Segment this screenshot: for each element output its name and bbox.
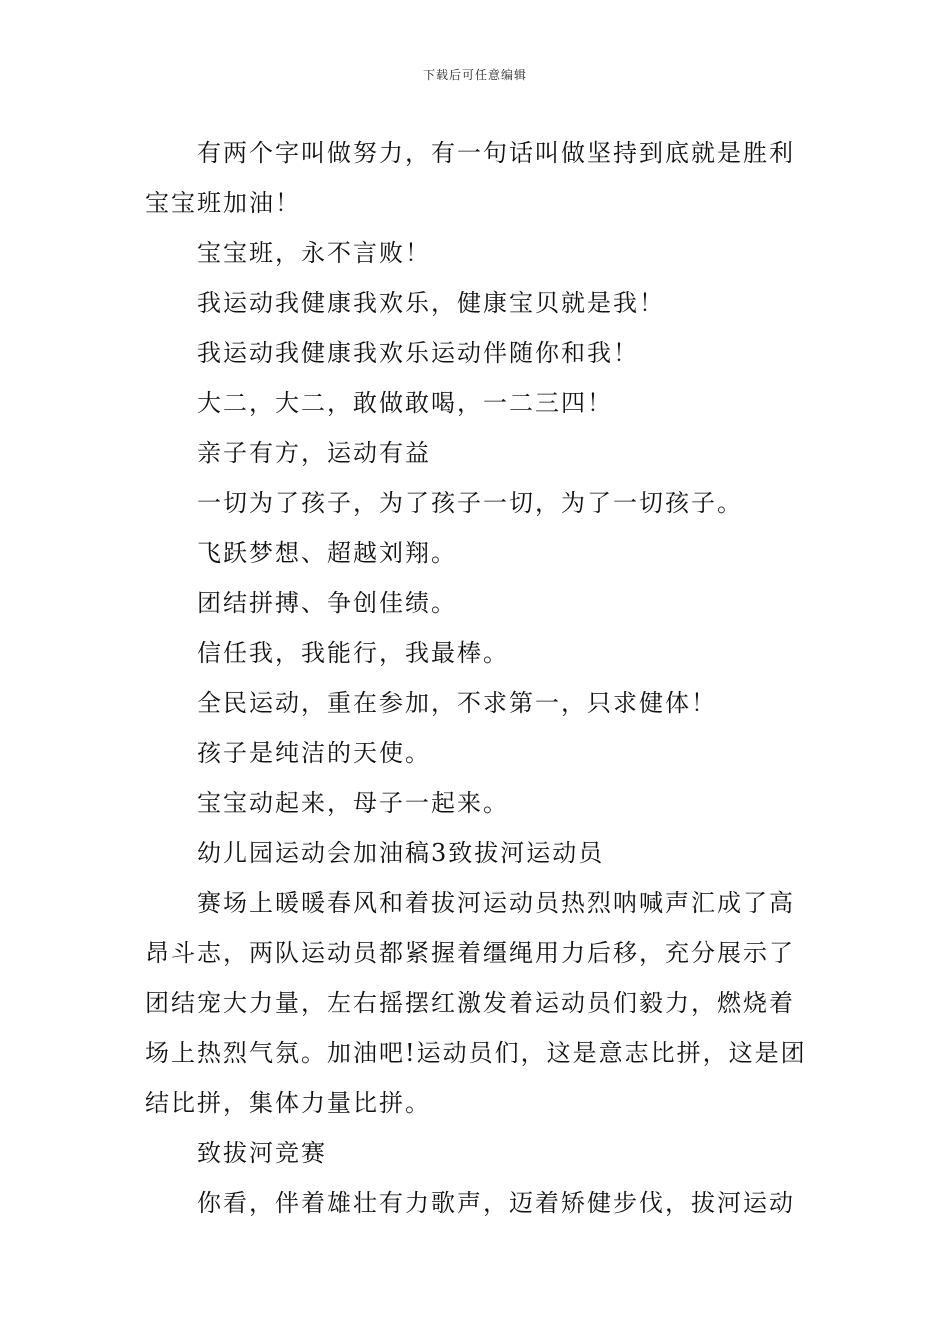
paragraph: 孩子是纯洁的天使。 (197, 739, 431, 767)
section-heading: 幼儿园运动会加油稿3致拔河运动员 (197, 839, 605, 867)
paragraph: 信任我，我能行，我最棒。 (197, 639, 509, 667)
paragraph: 有两个字叫做努力，有一句话叫做坚持到底就是胜利宝宝班加油！ (145, 139, 795, 217)
paragraph: 团结拼搏、争创佳绩。 (197, 589, 457, 617)
paragraph: 大二，大二，敢做敢喝，一二三四！ (197, 389, 613, 417)
paragraph: 宝宝班，永不言败！ (197, 239, 431, 267)
paragraph: 宝宝动起来，母子一起来。 (197, 789, 509, 817)
section-heading: 致拔河竞赛 (197, 1139, 327, 1167)
paragraph: 亲子有方，运动有益 (197, 439, 431, 467)
paragraph: 一切为了孩子，为了孩子一切，为了一切孩子。 (197, 489, 743, 517)
paragraph: 我运动我健康我欢乐运动伴随你和我！ (197, 339, 639, 367)
document-body (145, 128, 810, 1228)
page-header: 下载后可任意编辑 (422, 68, 527, 82)
paragraph: 飞跃梦想、超越刘翔。 (197, 539, 457, 567)
paragraph: 你看，伴着雄壮有力歌声，迈着矫健步伐，拔河运动 (197, 1189, 795, 1217)
paragraph: 我运动我健康我欢乐，健康宝贝就是我！ (197, 289, 665, 317)
paragraph: 赛场上暖暖春风和着拔河运动员热烈呐喊声汇成了高昂斗志，两队运动员都紧握着缰绳用力后移，充分展示了团结宠大力量，左右摇摆红激发着运动员们毅力，燃烧着场上热烈气氛。加油吧!运动员们，这是意志比拼，这是团结比拼，集体力量比拼。 (145, 889, 807, 1117)
paragraph: 全民运动，重在参加，不求第一，只求健体！ (197, 689, 717, 717)
